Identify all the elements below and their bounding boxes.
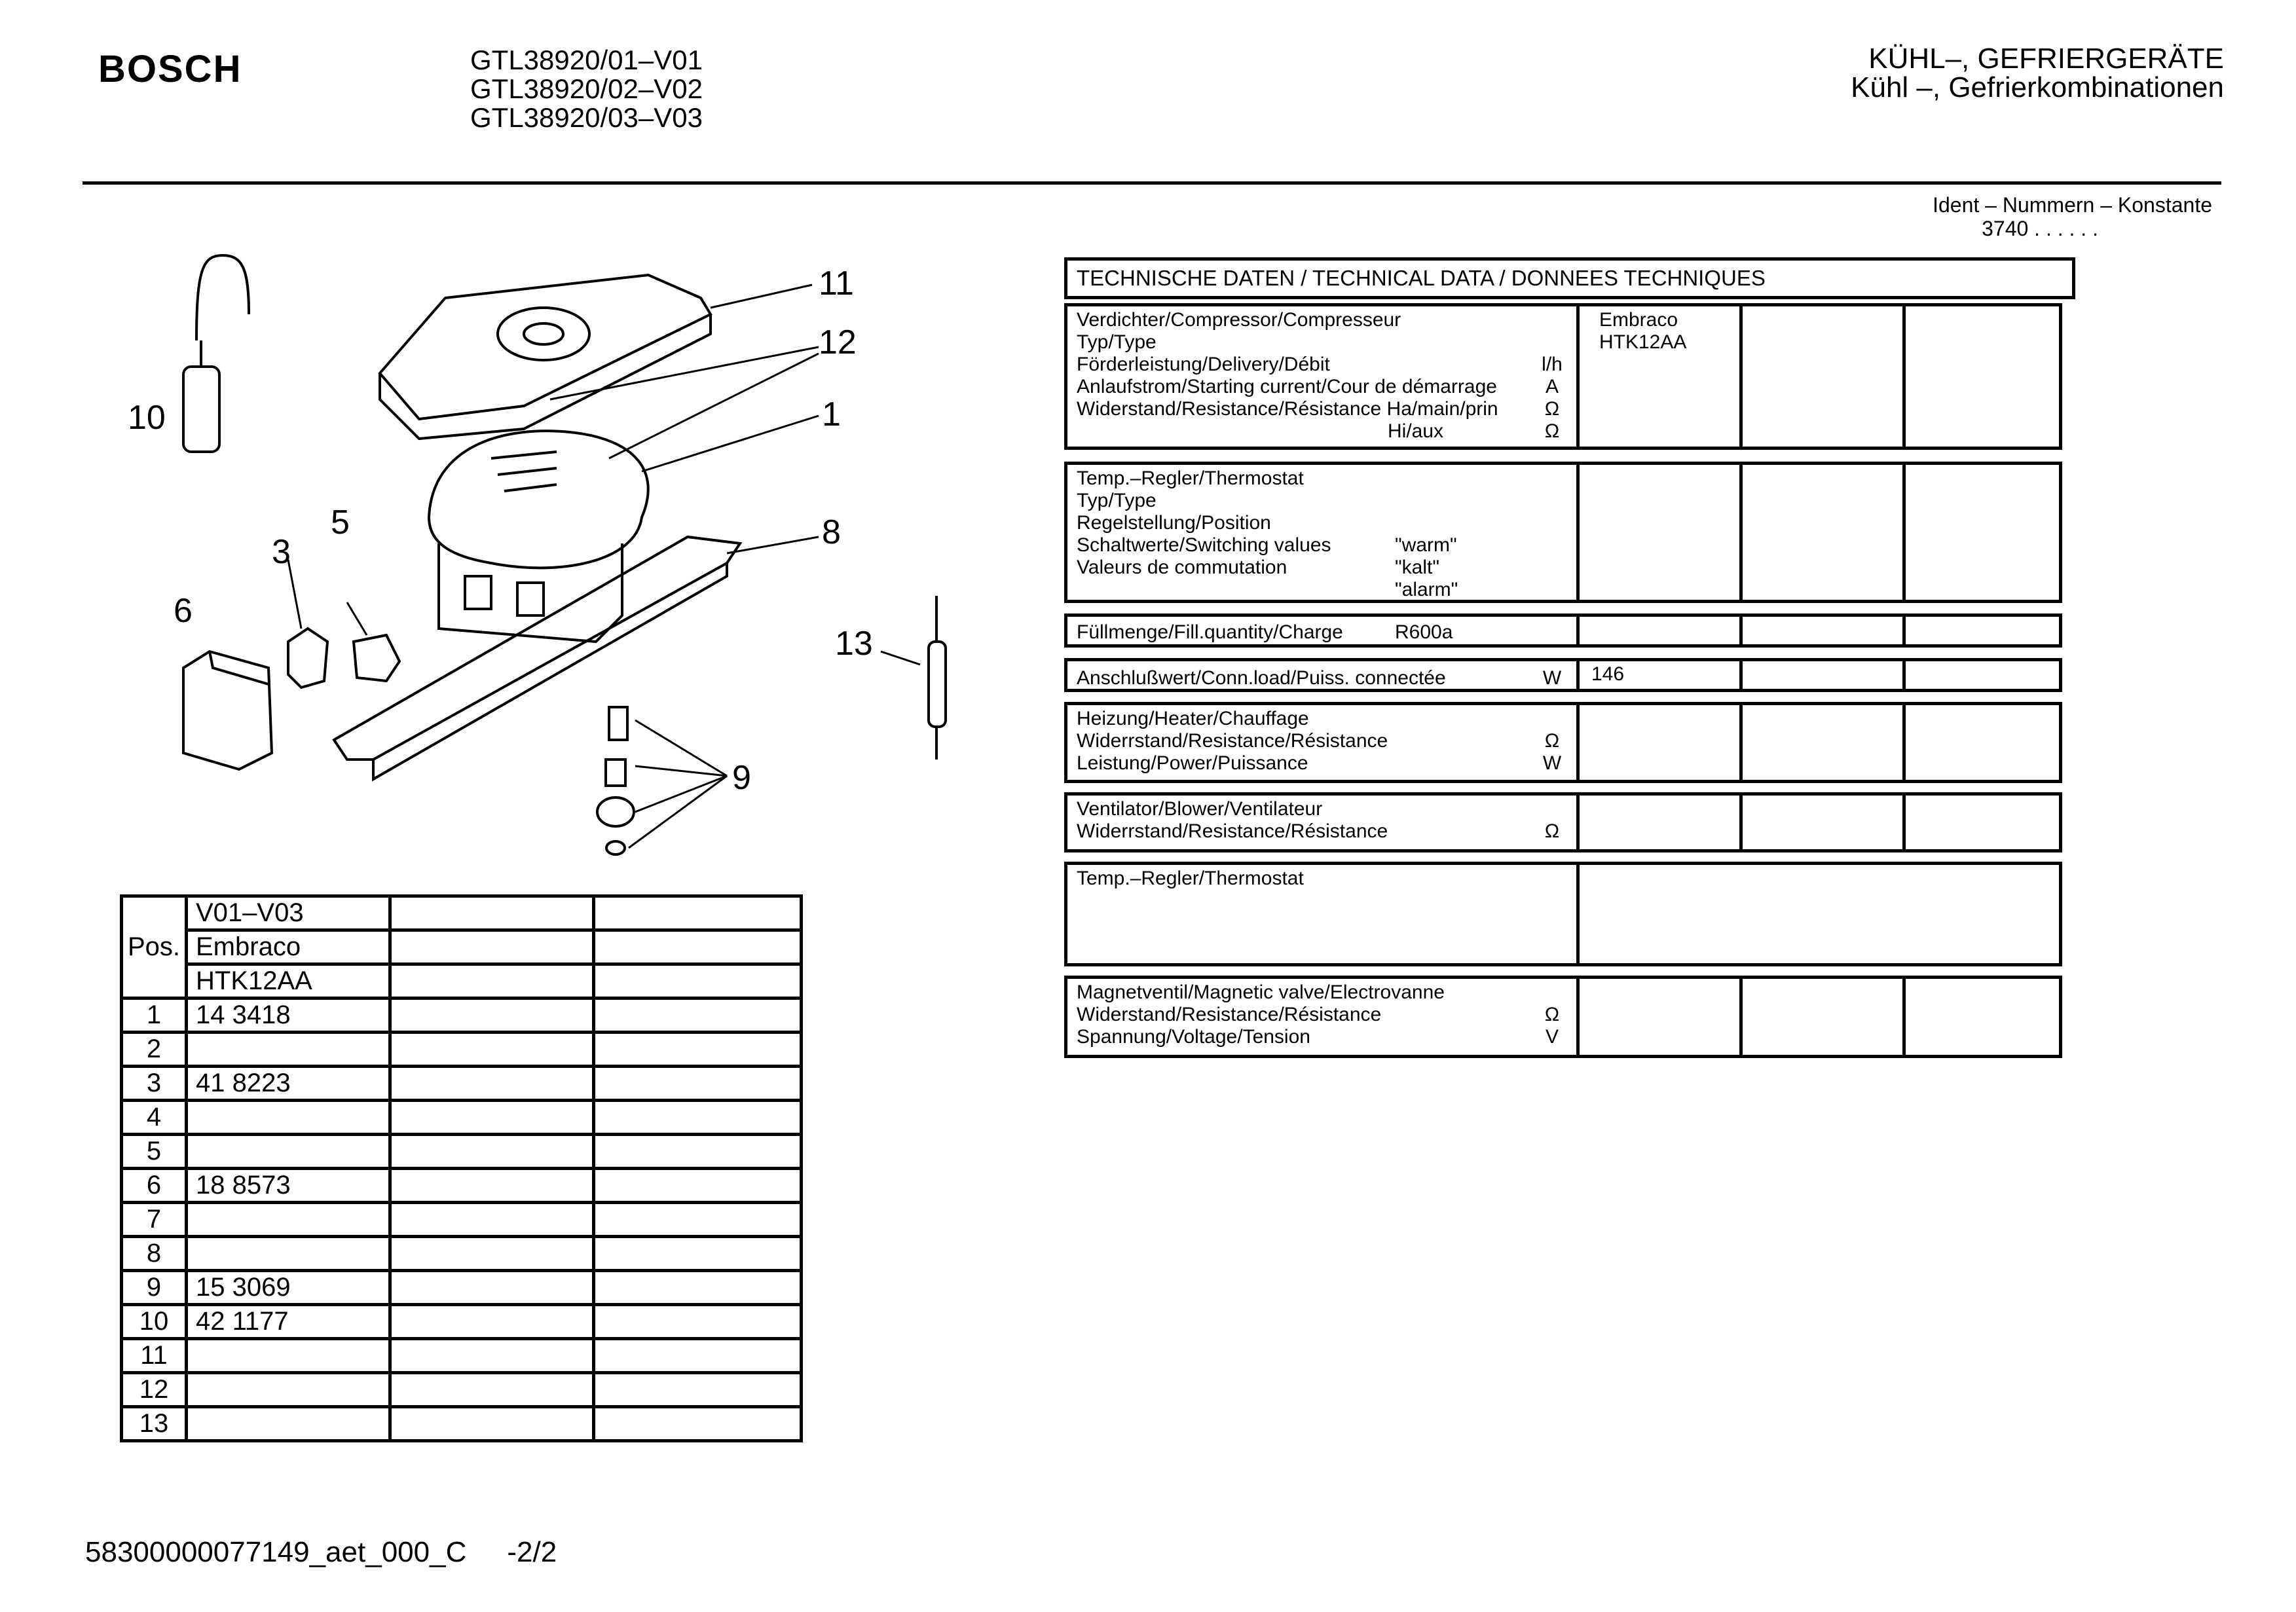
heater-block [1064,702,2062,783]
unit-label: Ω [1544,420,1560,442]
part-number: 18 8573 [187,1169,390,1203]
filter-drier-illustration [929,596,946,760]
unit-label: Ω [1544,398,1560,420]
pos-number: 7 [122,1203,187,1237]
label-line: Widerrstand/Resistance/Résistance [1077,730,1388,752]
callout-label: 1 [822,395,841,433]
label-line: Widerstand/Resistance/Résistance Ha/main/prin [1077,398,1498,420]
valve-units [1539,981,1565,1048]
ident-value: 3740 . . . . . . [1982,217,2098,240]
part-number [187,1135,390,1169]
table-row [122,1203,802,1237]
label-line: Typ/Type [1077,490,1157,511]
callout-label: 6 [174,592,193,630]
overload-protector-illustration [288,629,327,687]
callout-label: 13 [835,625,873,663]
callout-label: 11 [819,265,854,302]
model-number: GTL38920/01–V01 [470,45,703,75]
pos-number: 8 [122,1237,187,1271]
fill-label: Füllmenge/Fill.quantity/Charge [1077,621,1343,643]
part-number [187,1203,390,1237]
blower-block [1064,792,2062,852]
part-number: 41 8223 [187,1067,390,1101]
switch-values [1395,534,1458,601]
part-number [187,1033,390,1067]
table-row [122,1169,802,1203]
pos-number: 6 [122,1169,187,1203]
label-line: Magnetventil/Magnetic valve/Electrovanne [1077,981,1445,1003]
load-unit: W [1542,667,1562,689]
table-row [122,1237,802,1271]
callout-label: 8 [822,513,841,551]
table-row [122,1373,802,1407]
bosch-logo: BOSCH [98,48,242,90]
page-number: -2/2 [507,1536,557,1568]
part-number: 15 3069 [187,1271,390,1305]
unit-label: Ω [1544,1004,1560,1025]
pos-number: 5 [122,1135,187,1169]
category-line: Kühl –, Gefrierkombinationen [1851,71,2224,103]
part-number [187,1339,390,1373]
table-row [122,1067,802,1101]
unit-label: W [1542,752,1562,774]
unit-label: l/h [1542,354,1563,375]
unit-label [1539,331,1565,354]
pos-number: 4 [122,1101,187,1135]
callout-label: 12 [819,323,857,361]
pos-number: 9 [122,1271,187,1305]
table-row [122,1135,802,1169]
blower-labels [1077,798,1388,843]
part-number [187,1407,390,1441]
ident-label: Ident – Nummern – Konstante [1933,193,2212,217]
thermostat-block [1064,462,2062,603]
parts-table [120,894,803,1442]
model-cell: HTK12AA [187,964,390,998]
switch-value: "warm" [1395,534,1457,556]
unit-label [1539,798,1565,820]
pos-number: 11 [122,1339,187,1373]
doc-id: 58300000077149_aet_000_C [85,1536,467,1568]
ident-block [1933,193,2212,240]
label-line: Temp.–Regler/Thermostat [1077,467,1304,489]
load-label: Anschlußwert/Conn.load/Puiss. connectée [1077,667,1446,689]
callout-label: 10 [128,399,166,437]
capacitor-illustration [183,255,249,452]
table-row [122,998,802,1033]
header-divider [83,181,2221,185]
heater-labels [1077,708,1388,775]
label-line: Widerstand/Resistance/Résistance [1077,1004,1382,1025]
thermostat-labels [1077,467,1331,579]
unit-label [1539,708,1565,730]
model-number: GTL38920/03–V03 [470,102,703,133]
callout-label: 5 [331,504,350,541]
tech-data-title: TECHNISCHE DATEN / TECHNICAL DATA / DONNEES TECHNIQUES [1064,257,2075,299]
table-row [122,1271,802,1305]
table-row [122,1339,802,1373]
part-number: 42 1177 [187,1305,390,1339]
drip-tray-illustration [380,275,711,439]
label-line: Ventilator/Blower/Ventilateur [1077,798,1323,820]
table-row [122,1033,802,1067]
callout-label: 3 [272,533,291,571]
pos-number: 13 [122,1407,187,1441]
unit-label: Ω [1544,820,1560,842]
model-list [470,46,703,132]
connected-load-row [1064,658,2062,692]
label-line: Verdichter/Compressor/Compresseur [1077,309,1401,331]
label-line: Schaltwerte/Switching values [1077,534,1331,556]
callout-label: 9 [732,759,751,797]
valve-block [1064,976,2062,1058]
unit-label: V [1545,1026,1559,1048]
exploded-parts-diagram [98,236,982,877]
part-number [187,1373,390,1407]
fastener-set-illustration [597,707,634,854]
relay-cover-illustration [183,651,272,769]
label-line: Typ/Type [1077,331,1157,353]
switch-value: "kalt" [1395,557,1439,578]
starter-relay-illustration [354,635,399,681]
unit-label: A [1545,376,1559,397]
pos-header: Pos. [122,896,187,998]
compressor-maker: Embraco [1599,309,1678,331]
compressor-labels [1077,309,1498,443]
label-line: Regelstellung/Position [1077,512,1271,534]
maker-cell: Embraco [187,930,390,964]
fill-value: R600a [1395,621,1453,643]
thermostat2-block [1064,862,2062,966]
pos-number: 2 [122,1033,187,1067]
footer [85,1536,557,1569]
pos-number: 12 [122,1373,187,1407]
thermostat2-label: Temp.–Regler/Thermostat [1077,868,1304,889]
fill-quantity-row [1064,614,2062,648]
blower-units [1539,798,1565,843]
label-line: Heizung/Heater/Chauffage [1077,708,1309,729]
compressor-illustration [429,431,648,642]
valve-labels [1077,981,1445,1048]
compressor-block [1064,303,2062,450]
table-row [122,1101,802,1135]
unit-label [1539,309,1565,331]
part-number [187,1101,390,1135]
label-line: Hi/aux [1388,420,1444,442]
part-number: 14 3418 [187,998,390,1033]
pos-number: 1 [122,998,187,1033]
model-number: GTL38920/02–V02 [470,73,703,104]
label-line: Widerrstand/Resistance/Résistance [1077,820,1388,842]
label-line: Leistung/Power/Puissance [1077,752,1308,774]
part-number [187,1237,390,1271]
table-row [122,1305,802,1339]
label-line: Förderleistung/Delivery/Débit [1077,354,1330,375]
compressor-model: HTK12AA [1599,331,1687,353]
heater-units [1539,708,1565,775]
table-row [122,1407,802,1441]
label-line: Anlaufstrom/Starting current/Cour de démarrage [1077,376,1497,397]
category-line: KÜHL–, GEFRIERGERÄTE [1868,43,2224,75]
compressor-units [1539,309,1565,443]
category-heading [1851,45,2224,102]
pos-number: 3 [122,1067,187,1101]
unit-label [1539,981,1565,1004]
label-line: Spannung/Voltage/Tension [1077,1026,1310,1048]
load-value: 146 [1591,663,1625,685]
variant-cell: V01–V03 [187,896,390,930]
label-line: Valeurs de commutation [1077,557,1287,578]
base-rail-illustration [334,537,740,779]
unit-label: Ω [1544,730,1560,752]
switch-value: "alarm" [1395,579,1458,600]
pos-number: 10 [122,1305,187,1339]
